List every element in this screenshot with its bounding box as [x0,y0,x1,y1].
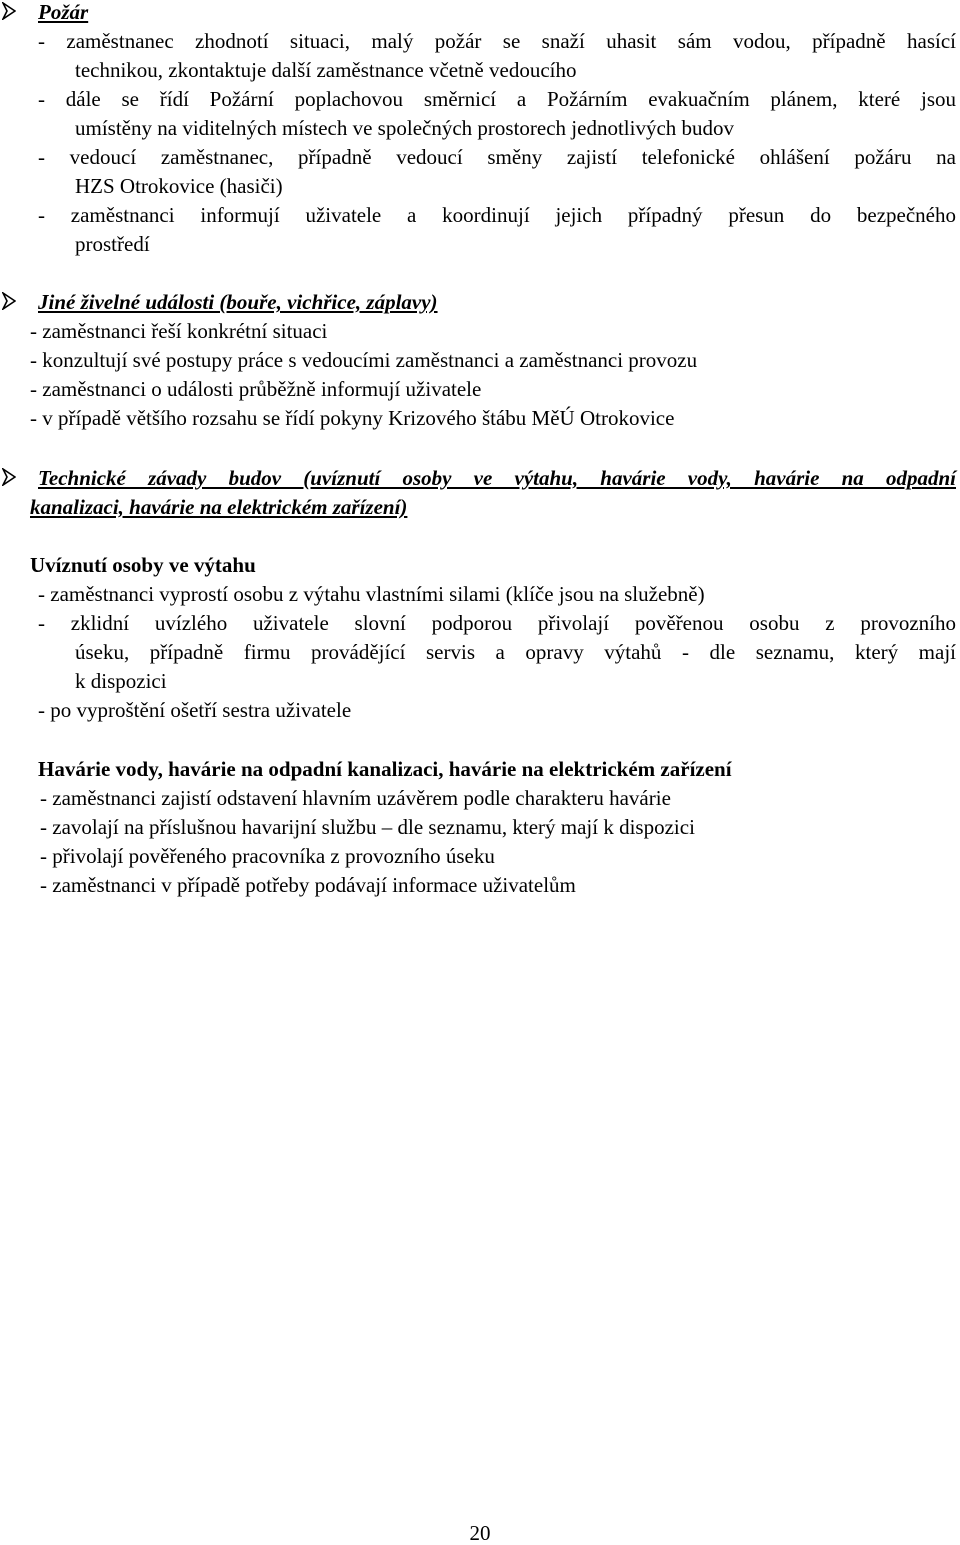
section-title-pozar: Požár [38,0,89,24]
section-title-zivelne-udalosti: Jiné živelné události (bouře, vichřice, záplavy) [38,290,438,314]
text-line: - přivolají pověřeného pracovníka z provozního úseku [40,844,495,868]
text-line: technikou, zkontaktuje další zaměstnance včetně vedoucího [75,58,577,82]
subsection-title-vytah: Uvíznutí osoby ve výtahu [30,553,256,577]
text-line: - v případě většího rozsahu se řídí pokyny Krizového štábu MěÚ Otrokovice [30,406,675,430]
text-line: - dále se řídí Požární poplachovou směrnicí a Požárním evakuačním plánem, které jsou [38,87,956,111]
arrow-bullet-icon [2,290,18,314]
text-line: - po vyproštění ošetří sestra uživatele [38,698,352,722]
text-line: - zaměstnanec zhodnotí situaci, malý požár se snaží uhasit sám vodou, případně hasící [38,29,956,53]
text-line: prostředí [75,232,150,256]
text-line: - vedoucí zaměstnanec, případně vedoucí směny zajistí telefonické ohlášení požáru na [38,145,956,169]
text-line: HZS Otrokovice (hasiči) [75,174,283,198]
text-line: - zaměstnanci zajistí odstavení hlavním uzávěrem podle charakteru havárie [40,786,671,810]
arrow-bullet-icon [2,0,18,24]
text-line: - zaměstnanci o události průběžně informují uživatele [30,377,482,401]
page-number: 20 [469,1521,491,1545]
arrow-bullet-icon [2,466,18,490]
text-line: - zaměstnanci vyprostí osobu z výtahu vlastními silami (klíče jsou na služebně) [38,582,705,606]
section-title-technicke-zavady-cont: kanalizaci, havárie na elektrickém zařízení) [30,495,408,519]
text-line: - zaměstnanci v případě potřeby podávají informace uživatelům [40,873,576,897]
text-line: - konzultují své postupy práce s vedoucími zaměstnanci a zaměstnanci provozu [30,348,698,372]
section-title-technicke-zavady: Technické závady budov (uvíznutí osoby ve výtahu, havárie vody, havárie na odpadní [38,466,956,490]
text-line: - zavolají na příslušnou havarijní službu – dle seznamu, který mají k dispozici [40,815,695,839]
text-line: - zaměstnanci řeší konkrétní situaci [30,319,328,343]
text-line: úseku, případně firmu provádějící servis a opravy výtahů - dle seznamu, který mají [75,640,956,664]
text-line: umístěny na viditelných místech ve společných prostorech jednotlivých budov [75,116,735,140]
text-line: k dispozici [75,669,167,693]
subsection-title-havarie: Havárie vody, havárie na odpadní kanalizaci, havárie na elektrickém zařízení [38,757,732,781]
text-line: - zklidní uvízlého uživatele slovní podporou přivolají pověřenou osobu z provozního [38,611,956,635]
text-line: - zaměstnanci informují uživatele a koordinují jejich případný přesun do bezpečného [38,203,956,227]
